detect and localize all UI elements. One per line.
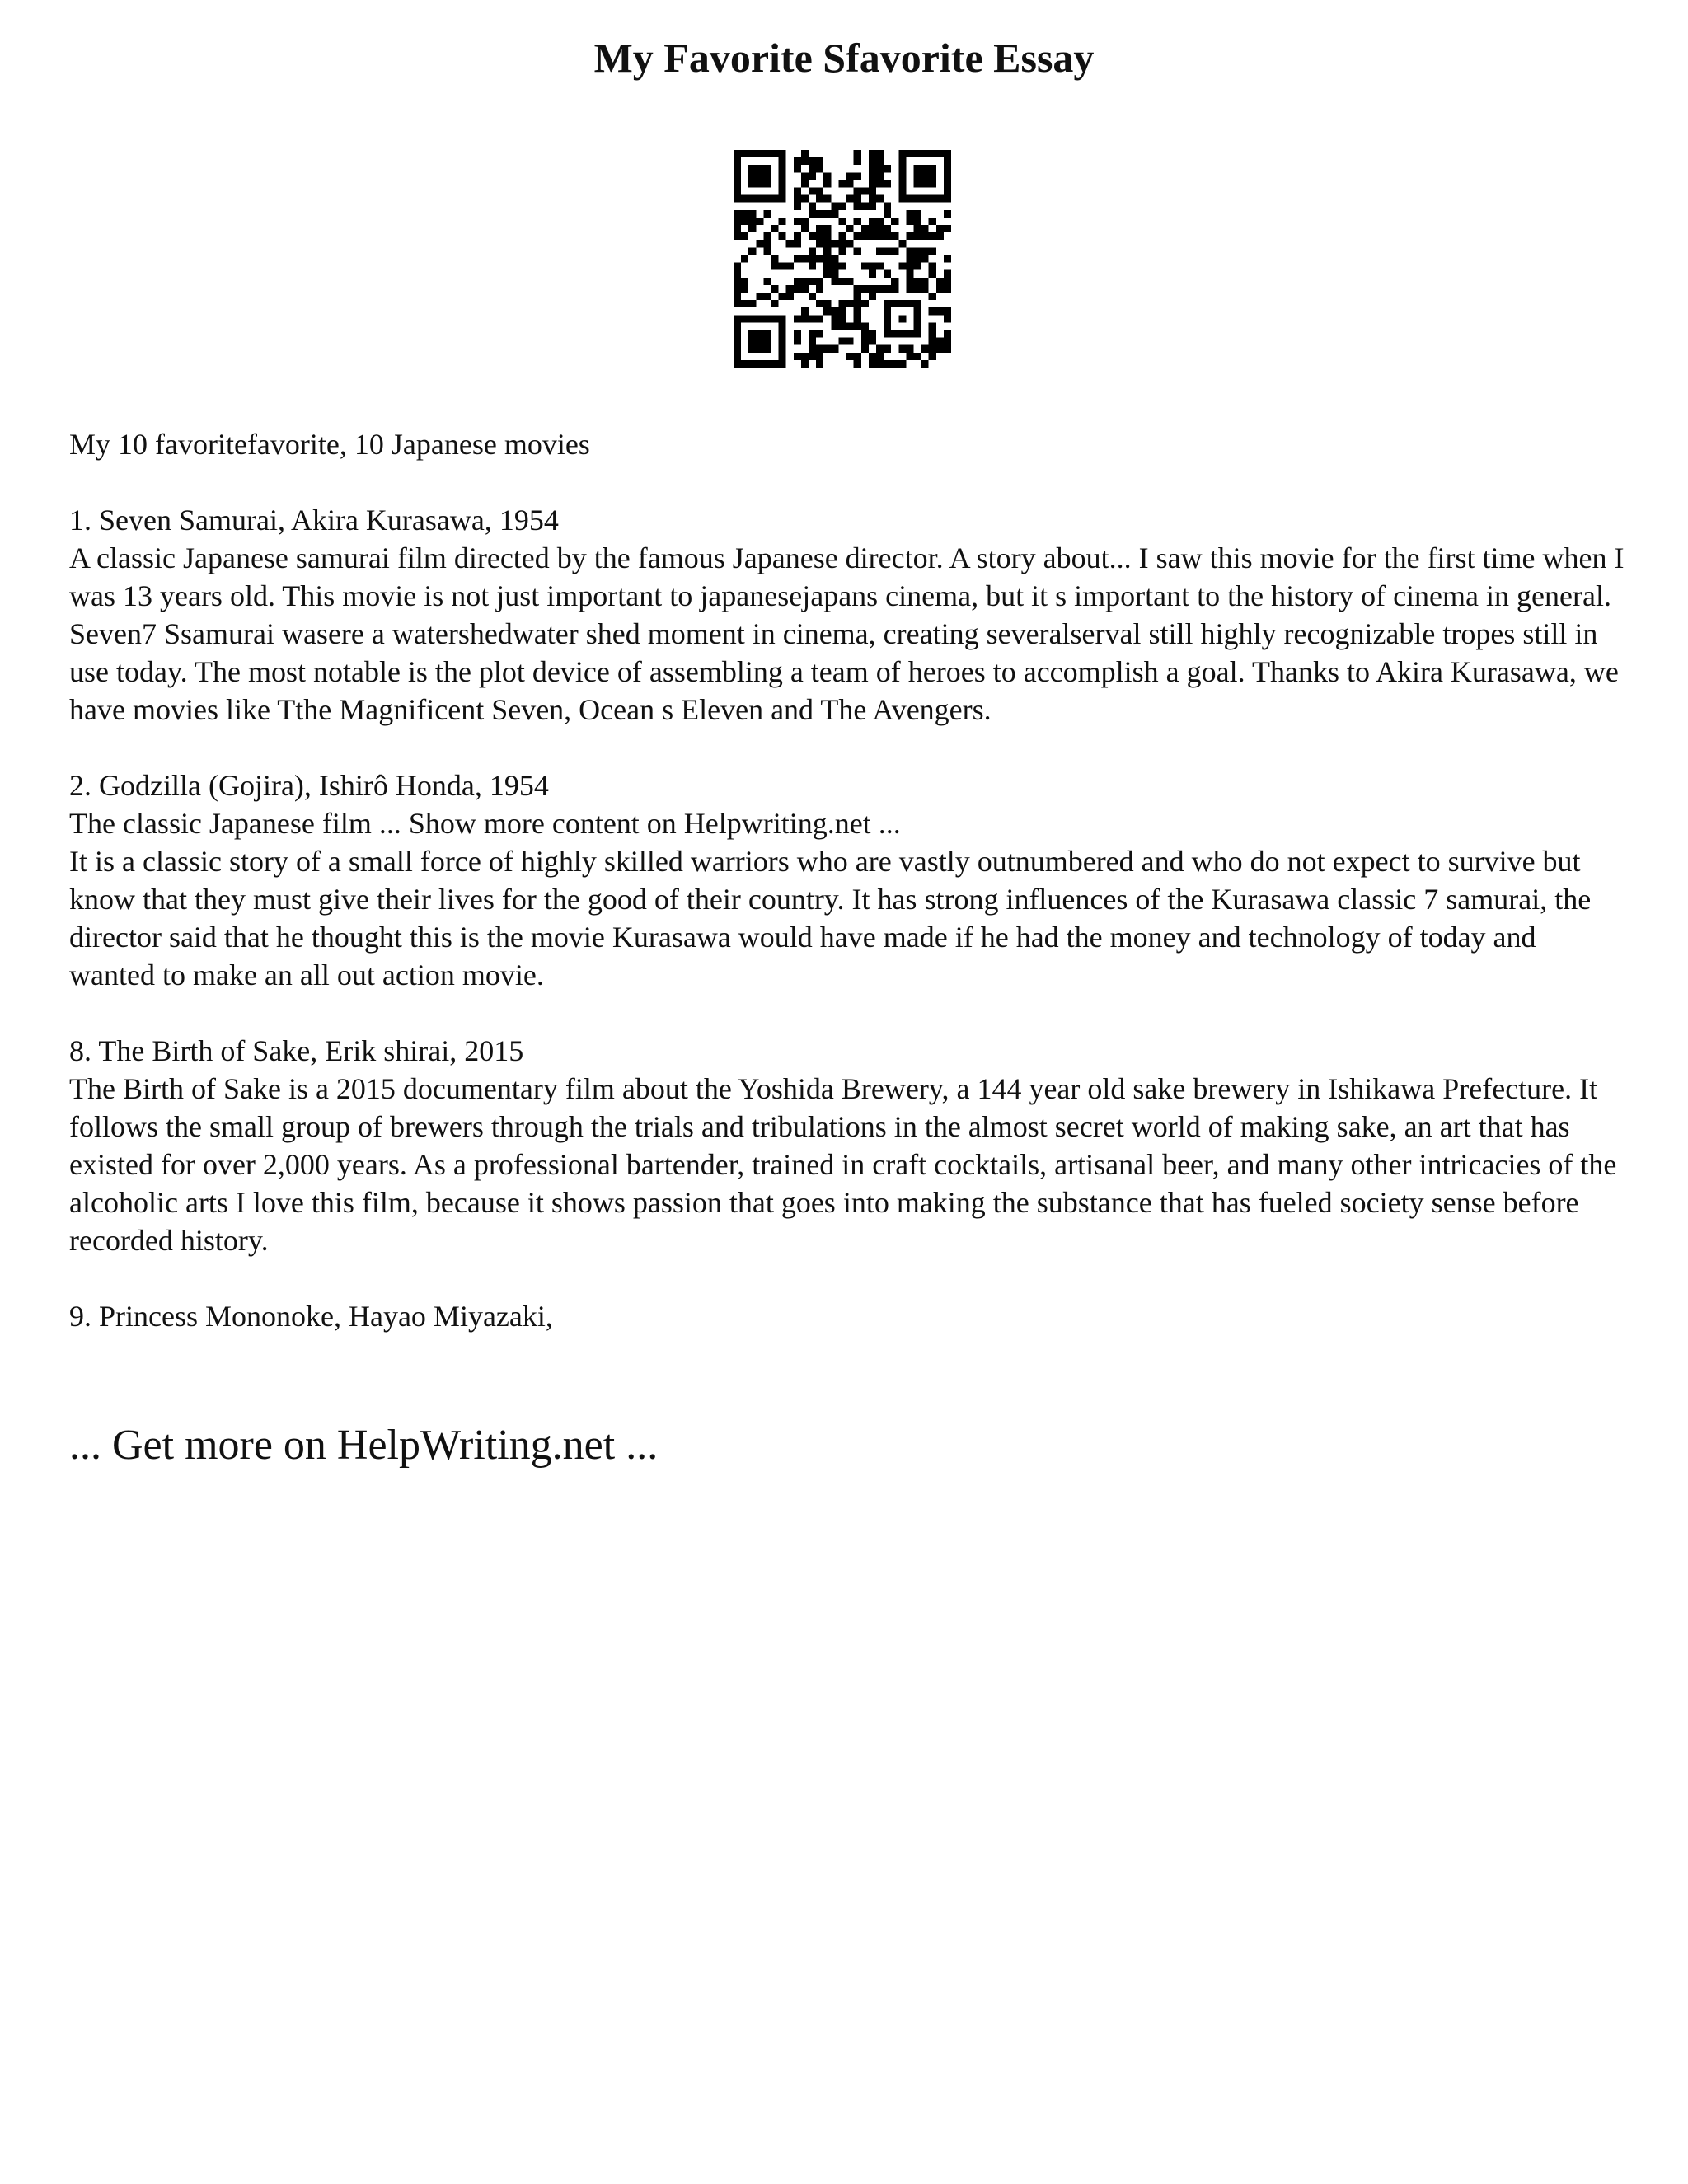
entry-heading: 2. Godzilla (Gojira), Ishirô Honda, 1954 [69, 769, 549, 802]
entry-paragraph: The Birth of Sake is a 2015 documentary film about the Yoshida Brewery, a 144 year old sake brewery in Ishikawa Prefecture. It follows the small group of brewers through the trials and tribulations in the almost secret world of making sake, an art that has existed for over 2,000 years. As a professional bartender, trained in craft cocktails, artisanal beer, and many other intricacies of the alcoholic arts I love this film, because it shows passion that goes into making the substance that has fueled society sense before recorded history. [69, 1072, 1617, 1257]
entry-heading: 8. The Birth of Sake, Erik shirai, 2015 [69, 1034, 524, 1067]
intro-line: My 10 favoritefavorite, 10 Japanese movies [69, 428, 590, 461]
entry-teaser: The classic Japanese film ... Show more content on Helpwriting.net ... [69, 807, 901, 840]
entry-godzilla [69, 766, 1627, 994]
entry-heading: 9. Princess Mononoke, Hayao Miyazaki, [69, 1300, 553, 1333]
essay-body [69, 425, 1627, 1335]
entry-paragraph: A classic Japanese samurai film directed by the famous Japanese director. A story about... I saw this movie for the first time when I was 13 years old. This movie is not just important to japanesejapans cinema, but it s important to the history of cinema in general. Seven7 Ssamurai wasere a watershedwater shed moment in cinema, creating severalserval still highly recognizable tropes still in use today. The most notable is the plot device of assembling a team of heroes to accomplish a goal. Thanks to Akira Kurasawa, we have movies like Tthe Magnificent Seven, Ocean s Eleven and The Avengers. [69, 541, 1625, 726]
entry-paragraph: It is a classic story of a small force of highly skilled warriors who are vastly outnumbered and who do not expect to survive but know that they must give their lives for the good of their country. It has strong influences of the Kurasawa classic 7 samurai, the director said that he thought this is the movie Kurasawa would have made if he had the money and technology of today and wanted to make an all out action movie. [69, 845, 1592, 991]
entry-birth-of-sake [69, 1032, 1627, 1259]
entry-heading: 1. Seven Samurai, Akira Kurasawa, 1954 [69, 504, 559, 537]
entry-seven-samurai [69, 501, 1627, 729]
entry-princess-mononoke [69, 1297, 1627, 1335]
document-title: My Favorite Sfavorite Essay [593, 35, 1095, 81]
get-more-link[interactable]: ... Get more on HelpWriting.net ... [69, 1422, 659, 1469]
qr-code-icon [734, 150, 951, 368]
